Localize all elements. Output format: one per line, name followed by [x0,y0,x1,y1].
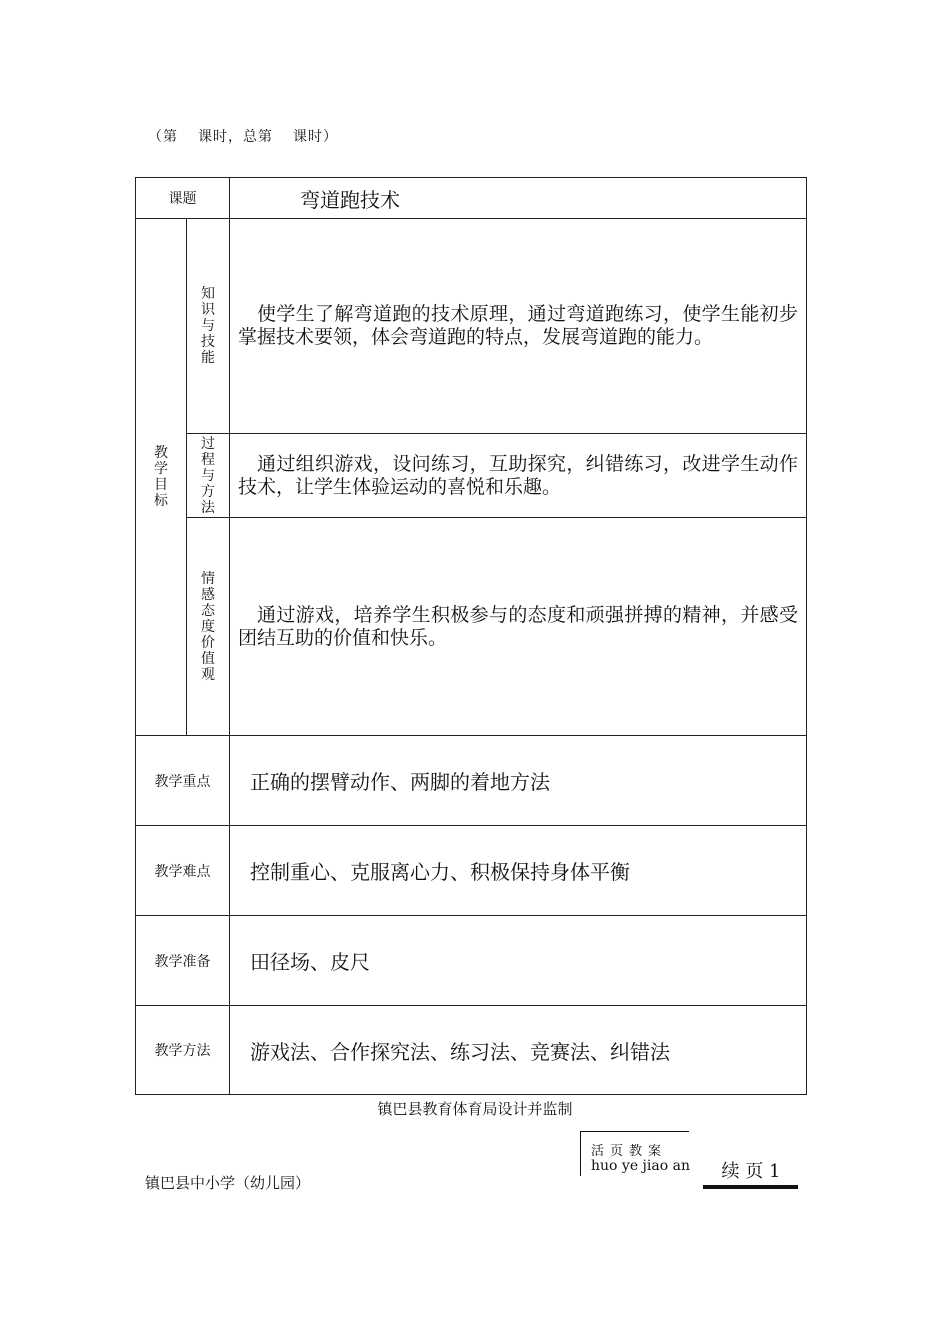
objective-text-knowledge: 使学生了解弯道跑的技术原理，通过弯道跑练习，使学生能初步掌握技术要领，体会弯道跑的特点，发展弯道跑的能力。 [230,219,807,434]
page-indicator: 续 页 1 [721,1161,781,1182]
difficulties-value: 控制重心、克服离心力、积极保持身体平衡 [230,826,807,916]
objective-label-emotion: 情 感 态 度 价 值 观 [187,518,230,736]
objective-row-emotion [136,518,807,736]
preparation-label: 教学准备 [136,916,230,1006]
brand-chinese: 活页教案 [591,1144,668,1159]
page-indicator-underline [703,1185,798,1189]
school-name: 镇巴县中小学（幼儿园） [145,1174,311,1192]
objective-row-process [136,434,807,518]
preparation-value: 田径场、皮尺 [230,916,807,1006]
objectives-label: 教 学 目 标 [136,219,187,736]
methods-label: 教学方法 [136,1006,230,1095]
objective-text-process: 通过组织游戏，设问练习，互助探究，纠错练习，改进学生动作技术，让学生体验运动的喜悦和乐趣。 [230,434,807,518]
lesson-plan-table [135,177,807,1095]
objective-row-knowledge [136,219,807,434]
key-points-value: 正确的摆臂动作、两脚的着地方法 [230,736,807,826]
lesson-number-line [148,126,338,146]
loose-leaf-brand [580,1131,689,1176]
difficulties-row [136,826,807,916]
lesson-number-open: （第 [148,129,178,145]
methods-value: 游戏法、合作探究法、练习法、竞赛法、纠错法 [230,1006,807,1095]
objective-text-emotion: 通过游戏，培养学生积极参与的态度和顽强拼搏的精神，并感受团结互助的价值和快乐。 [230,518,807,736]
objective-label-process: 过 程 与 方 法 [187,434,230,518]
topic-label: 课题 [136,178,230,219]
key-points-label: 教学重点 [136,736,230,826]
preparation-row [136,916,807,1006]
methods-row [136,1006,807,1095]
brand-pinyin: huo ye jiao an [591,1158,690,1174]
topic-value: 弯道跑技术 [230,178,807,219]
topic-row [136,178,807,219]
lesson-number-close: 课时） [293,129,338,145]
objective-label-knowledge: 知 识 与 技 能 [187,219,230,434]
key-points-row [136,736,807,826]
supervisor-note: 镇巴县教育体育局设计并监制 [377,1100,573,1118]
difficulties-label: 教学难点 [136,826,230,916]
lesson-number-middle: 课时，总第 [198,129,273,145]
